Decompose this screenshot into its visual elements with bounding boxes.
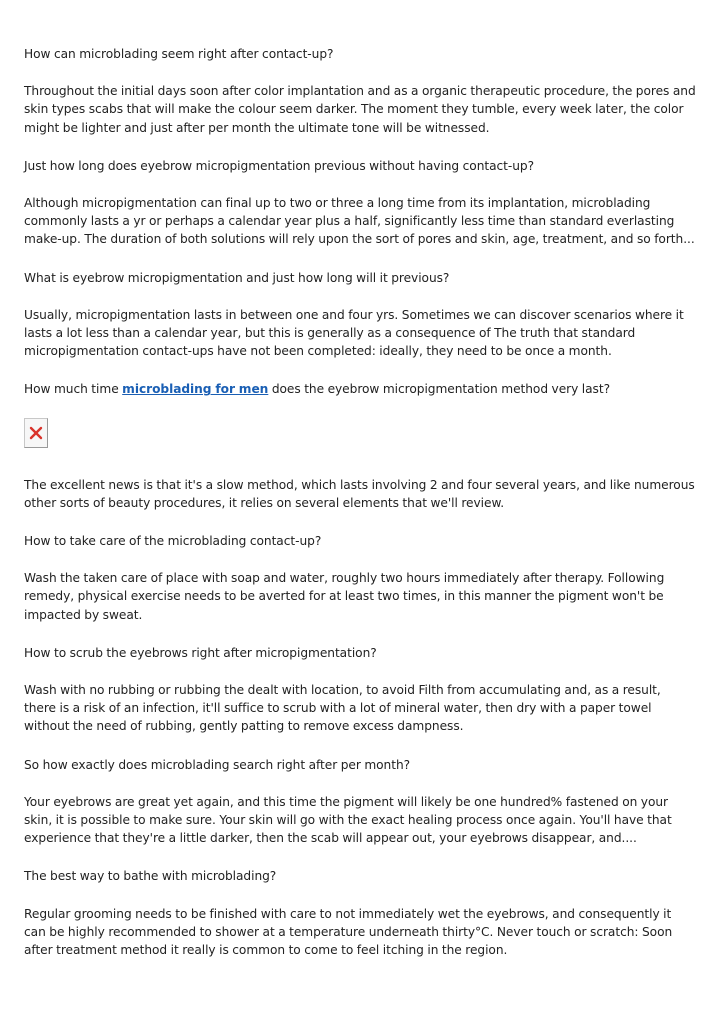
broken-image-icon	[24, 418, 48, 448]
question-heading: How to scrub the eyebrows right after micropigmentation?	[24, 645, 377, 660]
question-heading: So how exactly does microblading search right after per month?	[24, 757, 411, 772]
answer-paragraph: Wash the taken care of place with soap and water, roughly two hours immediately after therapy. Following remedy, physical exercise needs to be averted for at least two times, in this manner the pigment won't be impacted by sweat.	[24, 571, 665, 622]
question-heading: What is eyebrow micropigmentation and just how long will it previous?	[24, 270, 450, 285]
close-x-icon	[29, 426, 43, 440]
answer-paragraph: Your eyebrows are great yet again, and this time the pigment will likely be one hundred% fastened on your skin, it is possible to make sure. Your skin will go with the exact healing process once again. You'll have that experience that they're a little darker, then the scab will appear out, your eyebrows disappear, and....	[24, 794, 672, 846]
question-heading: How can microblading seem right after contact-up?	[24, 47, 334, 61]
microblading-for-men-link[interactable]: microblading for men	[122, 382, 269, 397]
answer-paragraph: Throughout the initial days soon after color implantation and as a organic therapeutic procedure, the pores and skin types scabs that will make the colour seem darker. The moment they tumble, every week later, the color might be lighter and just after per month the ultimate tone will be witnessed.	[24, 84, 696, 135]
answer-paragraph: Regular grooming needs to be finished with care to not immediately wet the eyebrows, and consequently it can be highly recommended to shower at a temperature underneath thirty°C. Never touch or scratch: Soon after treatment method it really is common to come to feel itching in the region.	[24, 906, 673, 958]
question-text-after: does the eyebrow micropigmentation method very last?	[268, 382, 610, 397]
question-heading: Just how long does eyebrow micropigmentation previous without having contact-up?	[24, 158, 535, 173]
question-heading: The best way to bathe with microblading?	[24, 869, 277, 884]
question-text-before: How much time	[24, 382, 123, 397]
answer-paragraph: The excellent news is that it's a slow method, which lasts involving 2 and four several years, and like numerous other sorts of beauty procedures, it relies on several elements that we'll review.	[24, 477, 695, 510]
question-heading-with-link	[24, 380, 696, 398]
answer-paragraph: Usually, micropigmentation lasts in between one and four yrs. Sometimes we can discover scenarios where it lasts a lot less than a calendar year, but this is generally as a consequence of The truth that standard micropigmentation contact-ups have not been completed: ideally, they need to be once a month.	[24, 307, 684, 359]
answer-paragraph: Although micropigmentation can final up to two or three a long time from its implantation, microblading commonly lasts a yr or perhaps a calendar year plus a half, significantly less time than standard everlasting make-up. The duration of both solutions will rely upon the sort of pores and skin, age, treatment, and so forth...	[24, 196, 695, 247]
answer-paragraph: Wash with no rubbing or rubbing the dealt with location, to avoid Filth from accumulating and, as a result, there is a risk of an infection, it'll suffice to scrub with a lot of mineral water, then dry with a paper towel without the need of rubbing, gently patting to remove excess dampness.	[24, 683, 661, 734]
question-heading: How to take care of the microblading contact-up?	[24, 534, 322, 549]
